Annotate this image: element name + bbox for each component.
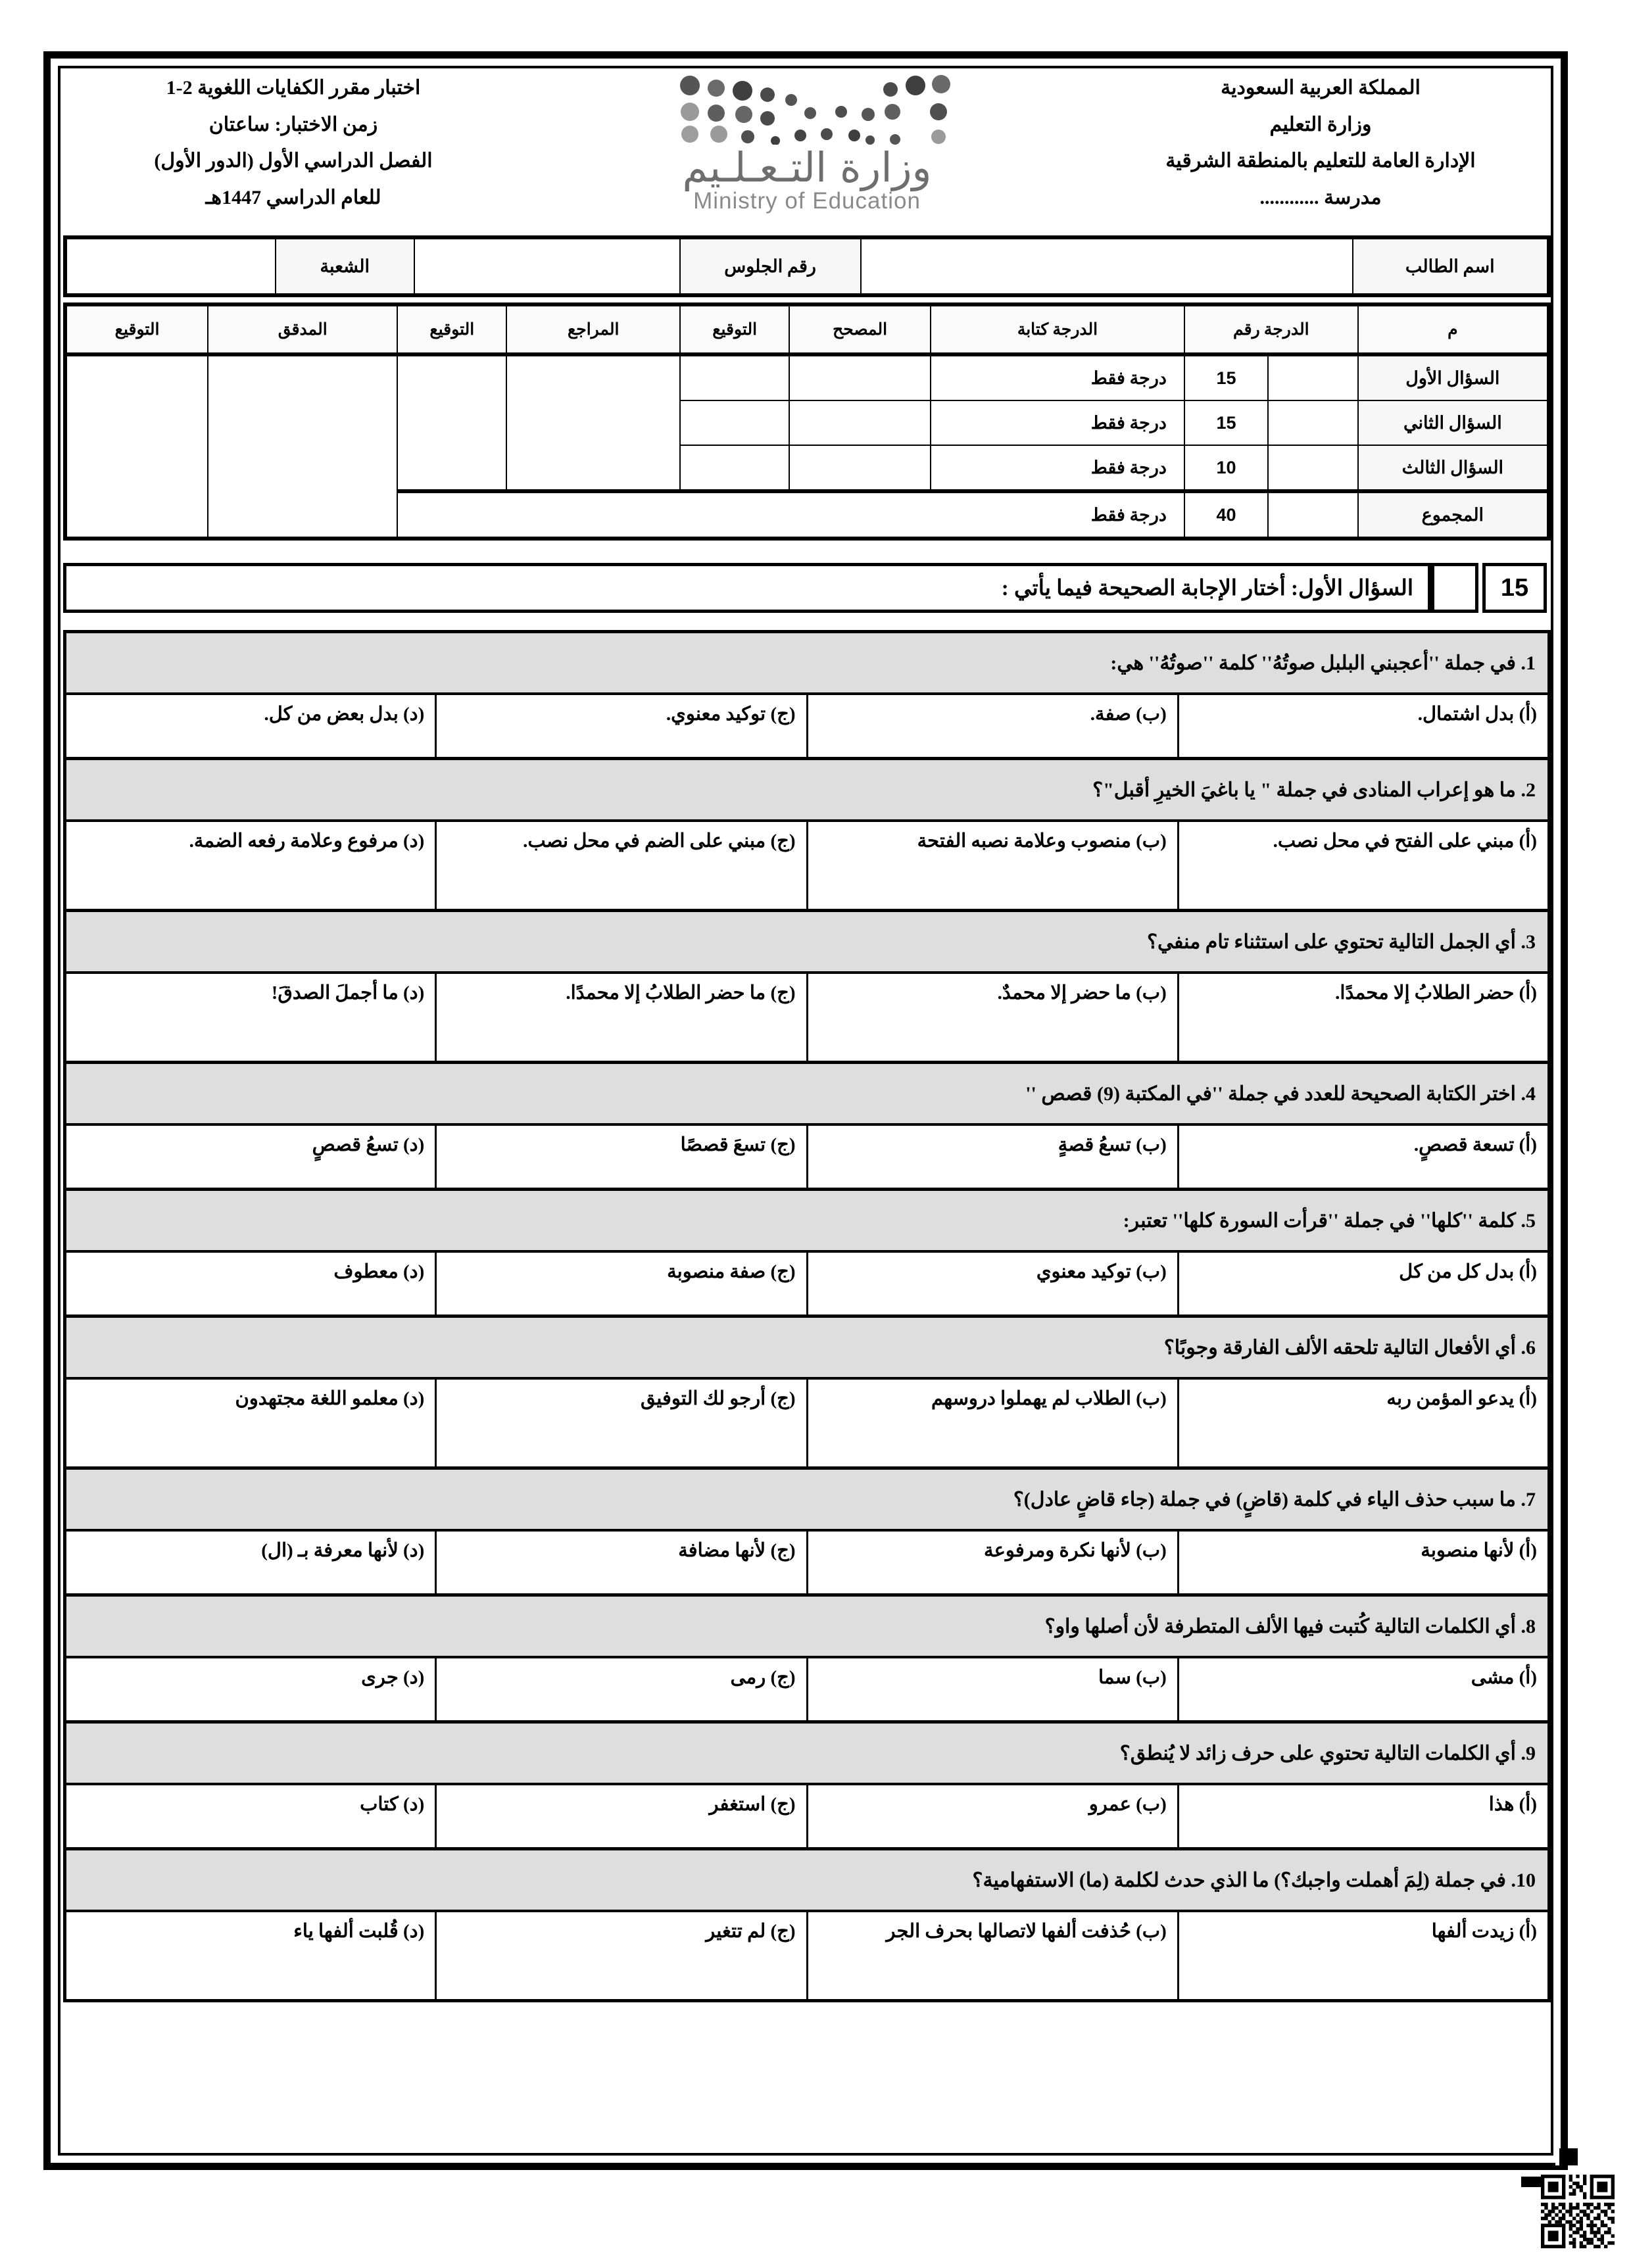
grades-corrector-cell[interactable] bbox=[789, 445, 931, 491]
grades-mark-max: 15 bbox=[1185, 401, 1268, 445]
question-stem-row bbox=[65, 632, 1549, 694]
header-ministry: وزارة التعليم bbox=[1269, 113, 1372, 135]
logo-dots-icon bbox=[662, 74, 952, 145]
question-stem: 4. اختر الكتابة الصحيحة للعدد في جملة ''في المكتبة (9) قصص '' bbox=[65, 1063, 1549, 1125]
option-c[interactable]: (ج) توكيد معنوي. bbox=[436, 694, 807, 759]
option-a[interactable]: (أ) هذا bbox=[1178, 1784, 1549, 1849]
option-a[interactable]: (أ) بدل كل من كل bbox=[1178, 1251, 1549, 1316]
option-d[interactable]: (د) قُلبت ألفها ياء bbox=[65, 1911, 436, 2001]
mcq-table bbox=[63, 630, 1551, 2002]
option-b[interactable]: (ب) عمرو bbox=[807, 1784, 1178, 1849]
grades-auditor-signature-cell[interactable] bbox=[65, 354, 208, 539]
section-input[interactable] bbox=[65, 237, 276, 295]
header-directorate: الإدارة العامة للتعليم بالمنطقة الشرقية bbox=[1165, 150, 1476, 172]
seat-number-input[interactable] bbox=[414, 237, 680, 295]
option-b[interactable]: (ب) منصوب وعلامة نصبه الفتحة bbox=[807, 821, 1178, 911]
question-options-row bbox=[65, 821, 1549, 911]
question-stem: 1. في جملة ''أعجبني البلبل صوتُهُ'' كلمة ''صوتُهُ'' هي: bbox=[65, 632, 1549, 694]
document-header bbox=[63, 66, 1551, 234]
question-stem: 8. أي الكلمات التالية كُتبت فيها الألف المتطرفة لأن أصلها واو؟ bbox=[65, 1595, 1549, 1658]
grades-col-auditor: المدقق bbox=[208, 304, 397, 354]
question-one-title: السؤال الأول: أختار الإجابة الصحيحة فيما يأتي : bbox=[63, 563, 1431, 613]
header-right-block bbox=[1090, 70, 1551, 216]
grades-mark-entry[interactable] bbox=[1268, 356, 1357, 400]
question-one-banner bbox=[63, 563, 1551, 613]
grades-col-corrector: المصحح bbox=[789, 304, 931, 354]
grades-col-mark-written: الدرجة كتابة bbox=[931, 304, 1184, 354]
student-name-input[interactable] bbox=[861, 237, 1353, 295]
option-b[interactable]: (ب) تسعُ قصةٍ bbox=[807, 1124, 1178, 1190]
grades-reviewer-signature-cell[interactable] bbox=[397, 354, 506, 491]
grades-corrector-signature-cell[interactable] bbox=[680, 354, 789, 400]
header-semester: الفصل الدراسي الأول (الدور الأول) bbox=[154, 150, 433, 172]
question-stem-row bbox=[65, 1063, 1549, 1125]
question-stem-row bbox=[65, 759, 1549, 821]
option-a[interactable]: (أ) حضر الطلابُ إلا محمدًا. bbox=[1178, 973, 1549, 1063]
question-options-row bbox=[65, 694, 1549, 759]
question-stem: 7. ما سبب حذف الياء في كلمة (قاضٍ) في جملة (جاء قاضٍ عادل)؟ bbox=[65, 1468, 1549, 1531]
ministry-logo bbox=[652, 74, 962, 214]
header-kingdom: المملكة العربية السعودية bbox=[1221, 77, 1421, 99]
grades-reviewer-cell[interactable] bbox=[506, 354, 680, 491]
option-c[interactable]: (ج) صفة منصوبة bbox=[436, 1251, 807, 1316]
question-stem-row bbox=[65, 1595, 1549, 1658]
question-one-score-box[interactable] bbox=[1431, 563, 1478, 613]
grades-header-row bbox=[65, 304, 1549, 354]
option-c[interactable]: (ج) ما حضر الطلابُ إلا محمدًا. bbox=[436, 973, 807, 1063]
option-b[interactable]: (ب) ما حضر إلا محمدٌ. bbox=[807, 973, 1178, 1063]
table-row bbox=[65, 237, 1549, 295]
option-a[interactable]: (أ) تسعة قصصٍ. bbox=[1178, 1124, 1549, 1190]
grades-total-entry[interactable] bbox=[1268, 493, 1357, 537]
page-content bbox=[63, 66, 1551, 2157]
grades-corrector-signature-cell[interactable] bbox=[680, 445, 789, 491]
option-c[interactable]: (ج) رمى bbox=[436, 1657, 807, 1722]
question-one-mark: 15 bbox=[1482, 563, 1547, 613]
header-academic-year: للعام الدراسي 1447هـ bbox=[205, 186, 381, 208]
question-stem: 6. أي الأفعال التالية تلحقه الألف الفارقة وجوبًا؟ bbox=[65, 1316, 1549, 1379]
option-b[interactable]: (ب) توكيد معنوي bbox=[807, 1251, 1178, 1316]
header-school: مدرسة ............ bbox=[1259, 186, 1382, 208]
option-d[interactable]: (د) كتاب bbox=[65, 1784, 436, 1849]
student-info-table bbox=[63, 235, 1551, 297]
grades-col-serial: م bbox=[1358, 304, 1549, 354]
question-stem: 10. في جملة (لِمَ أهملت واجبك؟) ما الذي حدث لكلمة (ما) الاستفهامية؟ bbox=[65, 1849, 1549, 1912]
option-d[interactable]: (د) جرى bbox=[65, 1657, 436, 1722]
option-d[interactable]: (د) لأنها معرفة بـ (ال) bbox=[65, 1530, 436, 1595]
question-stem-row bbox=[65, 1316, 1549, 1379]
question-stem-row bbox=[65, 1849, 1549, 1912]
grades-row-label: السؤال الثالث bbox=[1358, 445, 1549, 491]
option-a[interactable]: (أ) بدل اشتمال. bbox=[1178, 694, 1549, 759]
option-d[interactable]: (د) معلمو اللغة مجتهدون bbox=[65, 1378, 436, 1468]
header-logo-block bbox=[603, 70, 1011, 214]
section-label: الشعبة bbox=[276, 237, 414, 295]
option-d[interactable]: (د) مرفوع وعلامة رفعه الضمة. bbox=[65, 821, 436, 911]
option-c[interactable]: (ج) لأنها مضافة bbox=[436, 1530, 807, 1595]
question-options-row bbox=[65, 1378, 1549, 1468]
grades-mark-entry[interactable] bbox=[1268, 401, 1357, 445]
qr-code-icon bbox=[1541, 2175, 1615, 2248]
question-options-row bbox=[65, 1124, 1549, 1190]
option-b[interactable]: (ب) صفة. bbox=[807, 694, 1178, 759]
grades-row-label: السؤال الثاني bbox=[1358, 400, 1549, 445]
question-stem-row bbox=[65, 1468, 1549, 1531]
header-exam-title: اختبار مقرر الكفايات اللغوية 2-1 bbox=[166, 77, 421, 99]
grades-mark-written: درجة فقط bbox=[931, 445, 1184, 491]
option-a[interactable]: (أ) زيدت ألفها bbox=[1178, 1911, 1549, 2001]
question-stem-row bbox=[65, 1190, 1549, 1252]
option-a[interactable]: (أ) لأنها منصوبة bbox=[1178, 1530, 1549, 1595]
option-c[interactable]: (ج) تسعَ قصصًا bbox=[436, 1124, 807, 1190]
question-options-row bbox=[65, 1251, 1549, 1316]
option-d[interactable]: (د) تسعُ قصصٍ bbox=[65, 1124, 436, 1190]
table-row bbox=[65, 354, 1549, 400]
grades-col-reviewer-signature: التوقيع bbox=[397, 304, 506, 354]
question-stem-row bbox=[65, 1722, 1549, 1785]
grades-corrector-cell[interactable] bbox=[789, 354, 931, 400]
question-stem: 9. أي الكلمات التالية تحتوي على حرف زائد لا يُنطق؟ bbox=[65, 1722, 1549, 1785]
grades-row-label: السؤال الأول bbox=[1358, 354, 1549, 400]
logo-arabic-text: وزارة التـعـلـيم bbox=[682, 143, 932, 191]
grades-mark-max: 15 bbox=[1185, 356, 1268, 400]
grades-mark-max: 10 bbox=[1185, 446, 1268, 489]
option-b[interactable]: (ب) الطلاب لم يهملوا دروسهم bbox=[807, 1378, 1178, 1468]
question-options-row bbox=[65, 1657, 1549, 1722]
option-a[interactable]: (أ) مشى bbox=[1178, 1657, 1549, 1722]
logo-english-text: Ministry of Education bbox=[693, 188, 921, 214]
question-stem: 5. كلمة ''كلها'' في جملة ''قرأت السورة كلها'' تعتبر: bbox=[65, 1190, 1549, 1252]
question-stem: 3. أي الجمل التالية تحتوي على استثناء تام منفي؟ bbox=[65, 911, 1549, 973]
option-d[interactable]: (د) بدل بعض من كل. bbox=[65, 694, 436, 759]
option-d[interactable]: (د) معطوف bbox=[65, 1251, 436, 1316]
option-d[interactable]: (د) ما أجملَ الصدقَ! bbox=[65, 973, 436, 1063]
grades-col-auditor-signature: التوقيع bbox=[65, 304, 208, 354]
header-exam-duration: زمن الاختبار: ساعتان bbox=[208, 113, 378, 135]
logo-text-block bbox=[652, 143, 962, 214]
question-options-row bbox=[65, 1784, 1549, 1849]
question-stem-row bbox=[65, 911, 1549, 973]
option-b[interactable]: (ب) لأنها نكرة ومرفوعة bbox=[807, 1530, 1178, 1595]
grades-mark-written: درجة فقط bbox=[931, 400, 1184, 445]
option-c[interactable]: (ج) لم تتغير bbox=[436, 1911, 807, 2001]
option-c[interactable]: (ج) استغفر bbox=[436, 1784, 807, 1849]
option-b[interactable]: (ب) حُذفت ألفها لاتصالها بحرف الجر bbox=[807, 1911, 1178, 2001]
option-a[interactable]: (أ) مبني على الفتح في محل نصب. bbox=[1178, 821, 1549, 911]
question-options-row bbox=[65, 973, 1549, 1063]
grades-corrector-signature-cell[interactable] bbox=[680, 400, 789, 445]
option-c[interactable]: (ج) مبني على الضم في محل نصب. bbox=[436, 821, 807, 911]
seat-number-label: رقم الجلوس bbox=[680, 237, 861, 295]
option-a[interactable]: (أ) يدعو المؤمن ربه bbox=[1178, 1378, 1549, 1468]
option-b[interactable]: (ب) سما bbox=[807, 1657, 1178, 1722]
grades-auditor-cell[interactable] bbox=[208, 354, 397, 539]
grades-corrector-cell[interactable] bbox=[789, 400, 931, 445]
grades-mark-entry[interactable] bbox=[1268, 446, 1357, 489]
option-c[interactable]: (ج) أرجو لك التوفيق bbox=[436, 1378, 807, 1468]
grades-mark-written: درجة فقط bbox=[931, 354, 1184, 400]
grades-col-corrector-signature: التوقيع bbox=[680, 304, 789, 354]
footer-qr-block bbox=[1509, 2160, 1615, 2265]
grades-col-mark-num: الدرجة رقم bbox=[1184, 304, 1358, 354]
qr-bars-icon bbox=[1555, 2148, 1578, 2165]
question-options-row bbox=[65, 1911, 1549, 2001]
grades-table bbox=[63, 302, 1551, 541]
grades-total-max: 40 bbox=[1185, 493, 1268, 537]
header-left-block bbox=[63, 70, 523, 216]
question-options-row bbox=[65, 1530, 1549, 1595]
student-name-label: اسم الطالب bbox=[1353, 237, 1549, 295]
grades-col-reviewer: المراجع bbox=[506, 304, 680, 354]
question-stem: 2. ما هو إعراب المنادى في جملة " يا باغيَ الخيرِ أقبل"؟ bbox=[65, 759, 1549, 821]
grades-total-written: درجة فقط bbox=[397, 491, 1184, 539]
grades-total-label: المجموع bbox=[1358, 491, 1549, 539]
